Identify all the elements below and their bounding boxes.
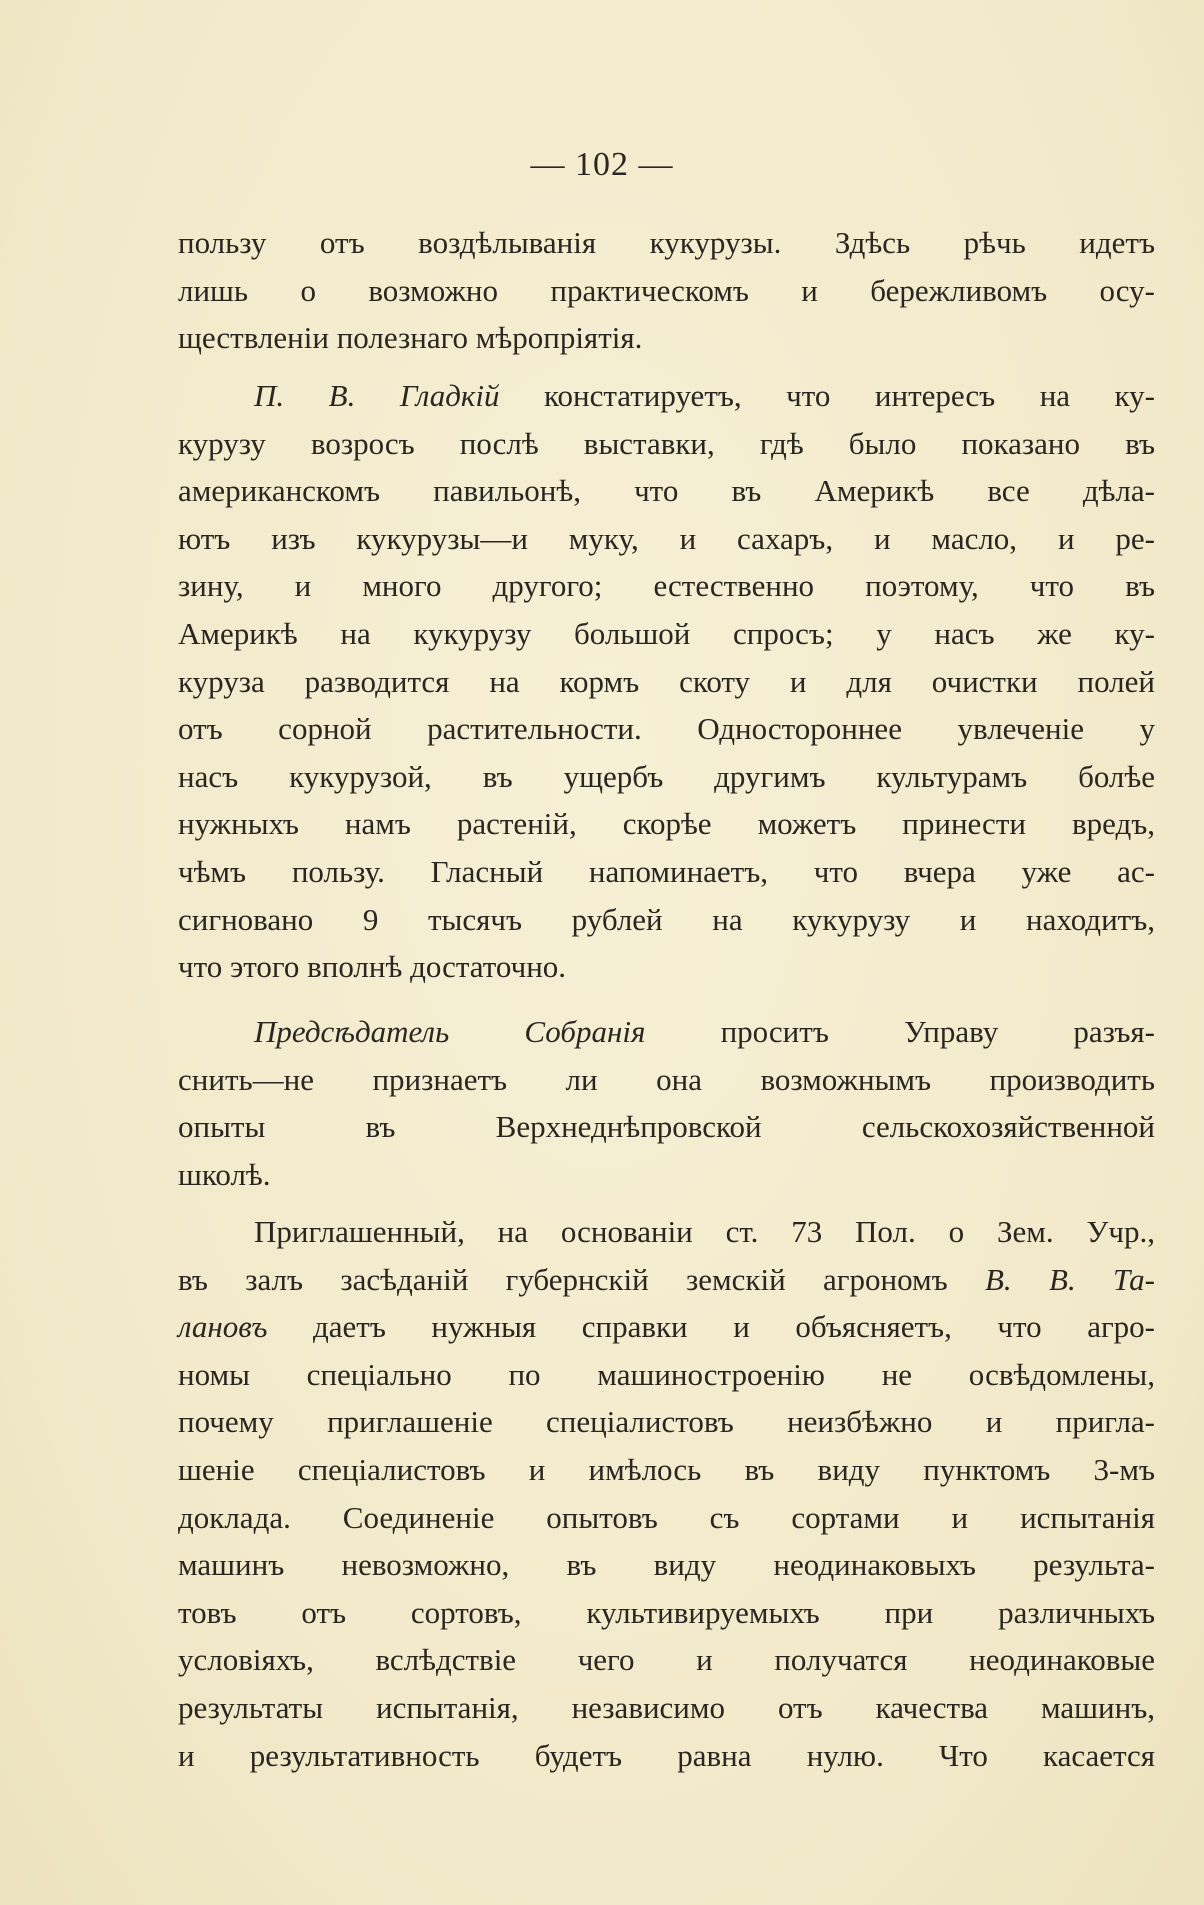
- text-segment: почему приглашеніе спеціалистовъ неизбѣжно и пригла-: [178, 1404, 1155, 1440]
- text-line: [178, 1056, 1155, 1104]
- text-line: [178, 372, 1155, 420]
- text-line: [178, 705, 1155, 753]
- text-segment: куруза разводится на кормъ скоту и для очистки полей: [178, 663, 1155, 699]
- text-line: [178, 515, 1155, 563]
- text-segment: даетъ нужныя справки и объясняетъ, что агро-: [267, 1309, 1155, 1345]
- text-line: [178, 848, 1155, 896]
- text-line: [178, 658, 1155, 706]
- text-line: [178, 1732, 1155, 1780]
- paragraph: [178, 1008, 1155, 1198]
- text-segment: условіяхъ, вслѣдствіе чего и получатся неодинаковые: [178, 1642, 1155, 1678]
- text-line: [178, 1208, 1155, 1256]
- text-segment: пользу отъ воздѣлыванія кукурузы. Здѣсь рѣчь идетъ: [178, 225, 1155, 260]
- text-segment: машинъ невозможно, въ виду неодинаковыхъ результа-: [178, 1547, 1155, 1583]
- text-segment: американскомъ павильонѣ, что въ Америкѣ все дѣла-: [178, 473, 1155, 509]
- text-segment: проситъ Управу разъя-: [645, 1014, 1155, 1049]
- text-line: [178, 467, 1155, 515]
- text-segment: нужныхъ намъ растеній, скорѣе можетъ принести вредъ,: [178, 806, 1155, 842]
- text-segment: что этого вполнѣ достаточно.: [178, 949, 567, 985]
- text-line: [178, 800, 1155, 848]
- text-line: [178, 1446, 1155, 1494]
- text-segment: насъ кукурузой, въ ущербъ другимъ культурамъ болѣе: [178, 758, 1155, 794]
- text-segment: сигновано 9 тысячъ рублей на кукурузу и находитъ,: [178, 901, 1155, 937]
- text-line: [178, 314, 1155, 362]
- text-segment: ютъ изъ кукурузы—и муку, и сахаръ, и масло, и ре-: [178, 520, 1155, 556]
- text-segment: снить—не признаетъ ли она возможнымъ производить: [178, 1061, 1155, 1097]
- text-segment: Америкѣ на кукурузу большой спросъ; у насъ же ку-: [178, 615, 1155, 651]
- text-line: [178, 562, 1155, 610]
- text-segment: номы спеціально по машиностроенію не освѣдомлены,: [178, 1356, 1155, 1392]
- text-segment: ществленіи полезнаго мѣропріятія.: [178, 320, 643, 356]
- text-segment: шеніе спеціалистовъ и имѣлось въ виду пунктомъ 3-мъ: [178, 1451, 1155, 1487]
- text-line: [178, 1256, 1155, 1304]
- text-segment: школѣ.: [178, 1156, 271, 1192]
- text-line: [178, 1589, 1155, 1637]
- text-segment: доклада. Соединеніе опытовъ съ сортами и испытанія: [178, 1499, 1155, 1535]
- text-line: [178, 1151, 1155, 1199]
- italic-name: Предсѣдатель Собранія: [254, 1014, 646, 1049]
- text-segment: зину, и много другого; естественно поэтому, что въ: [178, 568, 1155, 604]
- text-line: [178, 753, 1155, 801]
- italic-name: П. В. Гладкій: [254, 378, 500, 413]
- text-line: [178, 267, 1155, 315]
- text-segment: отъ сорной растительности. Одностороннее увлеченіе у: [178, 711, 1155, 747]
- text-line: [178, 1103, 1155, 1151]
- text-segment: и результативность будетъ равна нулю. Что касается: [178, 1737, 1155, 1773]
- page-number: — 102 —: [530, 146, 674, 183]
- text-segment: въ залъ засѣданій губернскій земскій агрономъ: [178, 1261, 985, 1297]
- text-segment: опыты въ Верхнеднѣпровской сельскохозяйственной: [178, 1109, 1155, 1145]
- text-line: [178, 219, 1155, 267]
- text-segment: Приглашенный, на основаніи ст. 73 Пол. о Зем. Учр.,: [254, 1214, 1155, 1249]
- paragraph: [178, 372, 1155, 991]
- text-line: [178, 420, 1155, 468]
- paragraph: [178, 219, 1155, 362]
- text-line: [178, 1684, 1155, 1732]
- text-line: [178, 1008, 1155, 1056]
- text-line: [178, 1494, 1155, 1542]
- text-segment: курузу возросъ послѣ выставки, гдѣ было показано въ: [178, 425, 1155, 461]
- text-line: [178, 1636, 1155, 1684]
- text-line: [178, 1541, 1155, 1589]
- italic-name: лановъ: [178, 1309, 268, 1345]
- text-line: [178, 943, 1155, 991]
- italic-name: В. В. Та-: [984, 1261, 1155, 1297]
- text-segment: результаты испытанія, независимо отъ качества машинъ,: [178, 1689, 1155, 1725]
- text-line: [178, 610, 1155, 658]
- text-line: [178, 1303, 1155, 1351]
- text-segment: лишь о возможно практическомъ и бережливомъ осу-: [178, 272, 1155, 308]
- text-line: [178, 1398, 1155, 1446]
- paragraph: [178, 1208, 1155, 1779]
- text-line: [178, 896, 1155, 944]
- text-segment: товъ отъ сортовъ, культивируемыхъ при различныхъ: [178, 1594, 1155, 1630]
- text-line: [178, 1351, 1155, 1399]
- text-segment: констатируетъ, что интересъ на ку-: [499, 378, 1155, 413]
- text-segment: чѣмъ пользу. Гласный напоминаетъ, что вчера уже ас-: [178, 853, 1155, 889]
